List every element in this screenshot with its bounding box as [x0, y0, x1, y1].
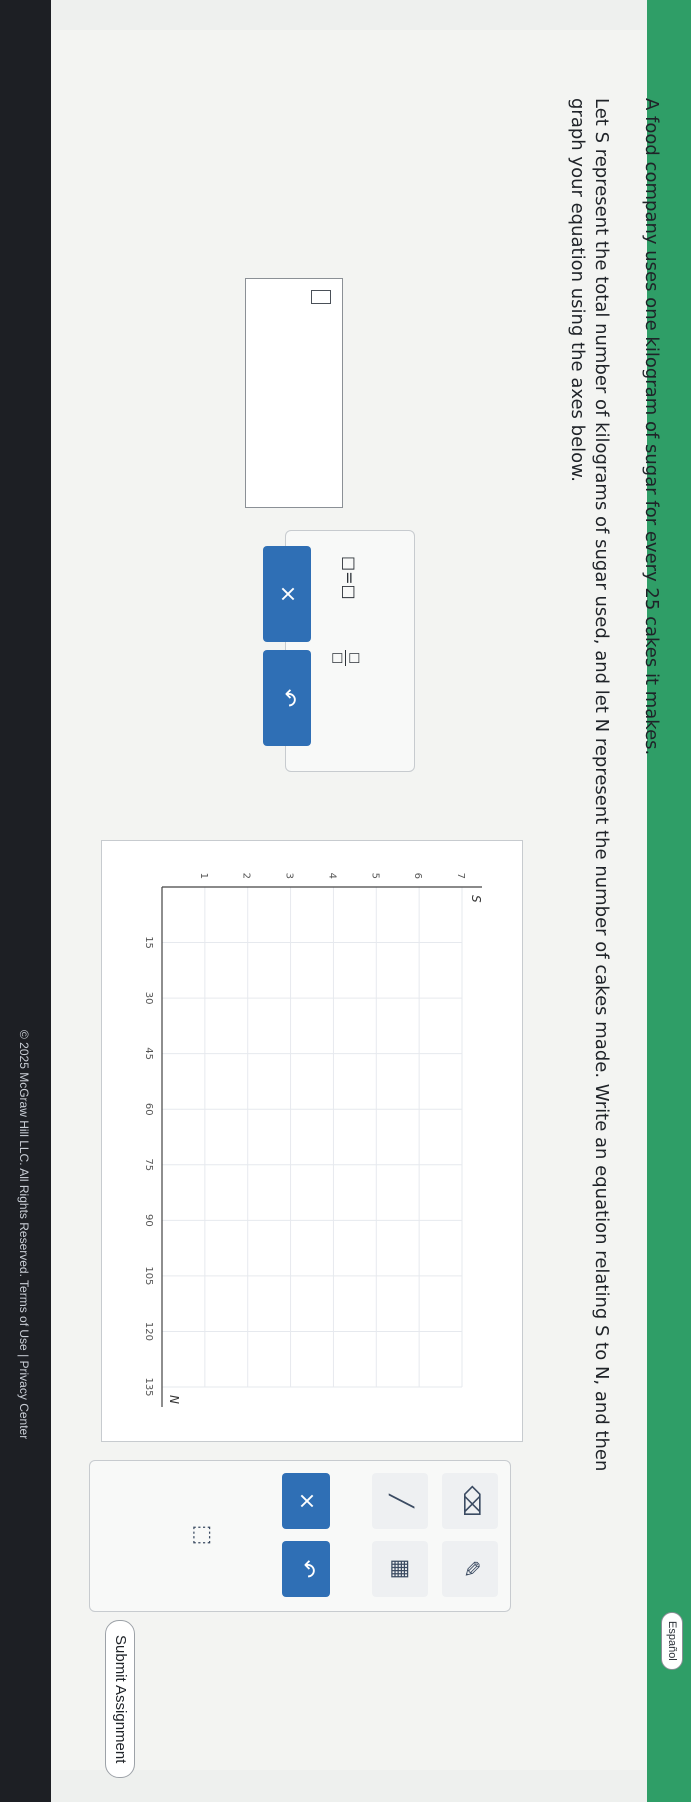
graph-panel [101, 840, 523, 1442]
answer-undo-button[interactable]: ↶ [263, 650, 311, 746]
x-tick-label: 30 [143, 991, 154, 1005]
y-tick-label: 5 [369, 872, 381, 879]
question-line-1: A food company uses one kilogram of sugar for every 25 cakes it makes. [641, 98, 662, 756]
x-tick-label: 15 [143, 936, 154, 949]
answer-clear-button[interactable]: × [263, 546, 311, 642]
graph-tools-panel [89, 1460, 511, 1612]
espanol-button[interactable]: Español [661, 1612, 683, 1670]
y-tick-label: 7 [455, 872, 466, 879]
fraction-button[interactable] [330, 650, 361, 666]
pointer-icon[interactable]: ⬚ [190, 1524, 215, 1546]
x-tick-label: 60 [143, 1102, 154, 1116]
x-axis-label: N [167, 1395, 181, 1404]
y-tick-label: 1 [197, 872, 209, 879]
line-tool-icon[interactable]: ╱ [372, 1473, 428, 1529]
x-tick-label: 75 [143, 1158, 154, 1172]
fraction-bar [345, 650, 346, 666]
equation-answer-box[interactable] [245, 278, 343, 508]
eraser-icon[interactable]: ⌫ [442, 1473, 498, 1529]
taskbar [0, 0, 51, 1802]
x-tick-label: 135 [143, 1377, 154, 1397]
pencil-icon[interactable]: ✎ [442, 1541, 498, 1597]
submit-assignment-button[interactable]: Submit Assignment [105, 1620, 135, 1778]
graph-clear-button[interactable]: × [282, 1473, 330, 1529]
graph-svg[interactable] [102, 841, 522, 1441]
y-tick-label: 3 [283, 872, 295, 879]
question-line-2: Let S represent the total number of kilograms of sugar used, and let N represent the number of cakes made. Write an equation relating S to N, and then graph your equation using the axes below. [567, 98, 612, 1472]
graph-undo-button[interactable]: ↶ [282, 1541, 330, 1597]
fraction-bottom: □ [330, 651, 345, 665]
y-tick-label: 6 [412, 872, 424, 879]
x-tick-label: 90 [143, 1213, 154, 1227]
y-axis-label: S [469, 895, 483, 903]
x-tick-label: 45 [143, 1047, 154, 1061]
fraction-top: □ [347, 651, 362, 665]
input-cursor [311, 290, 331, 304]
x-tick-label: 120 [143, 1321, 154, 1341]
x-tick-label: 105 [143, 1266, 154, 1286]
table-tool-icon[interactable]: ▦ [372, 1541, 428, 1597]
copyright-text: © 2025 McGraw Hill LLC. All Rights Reserved. Terms of Use | Privacy Center [17, 1030, 31, 1440]
equals-button[interactable]: □=□ [340, 556, 359, 600]
y-tick-label: 4 [326, 872, 338, 879]
y-tick-label: 2 [240, 872, 252, 879]
